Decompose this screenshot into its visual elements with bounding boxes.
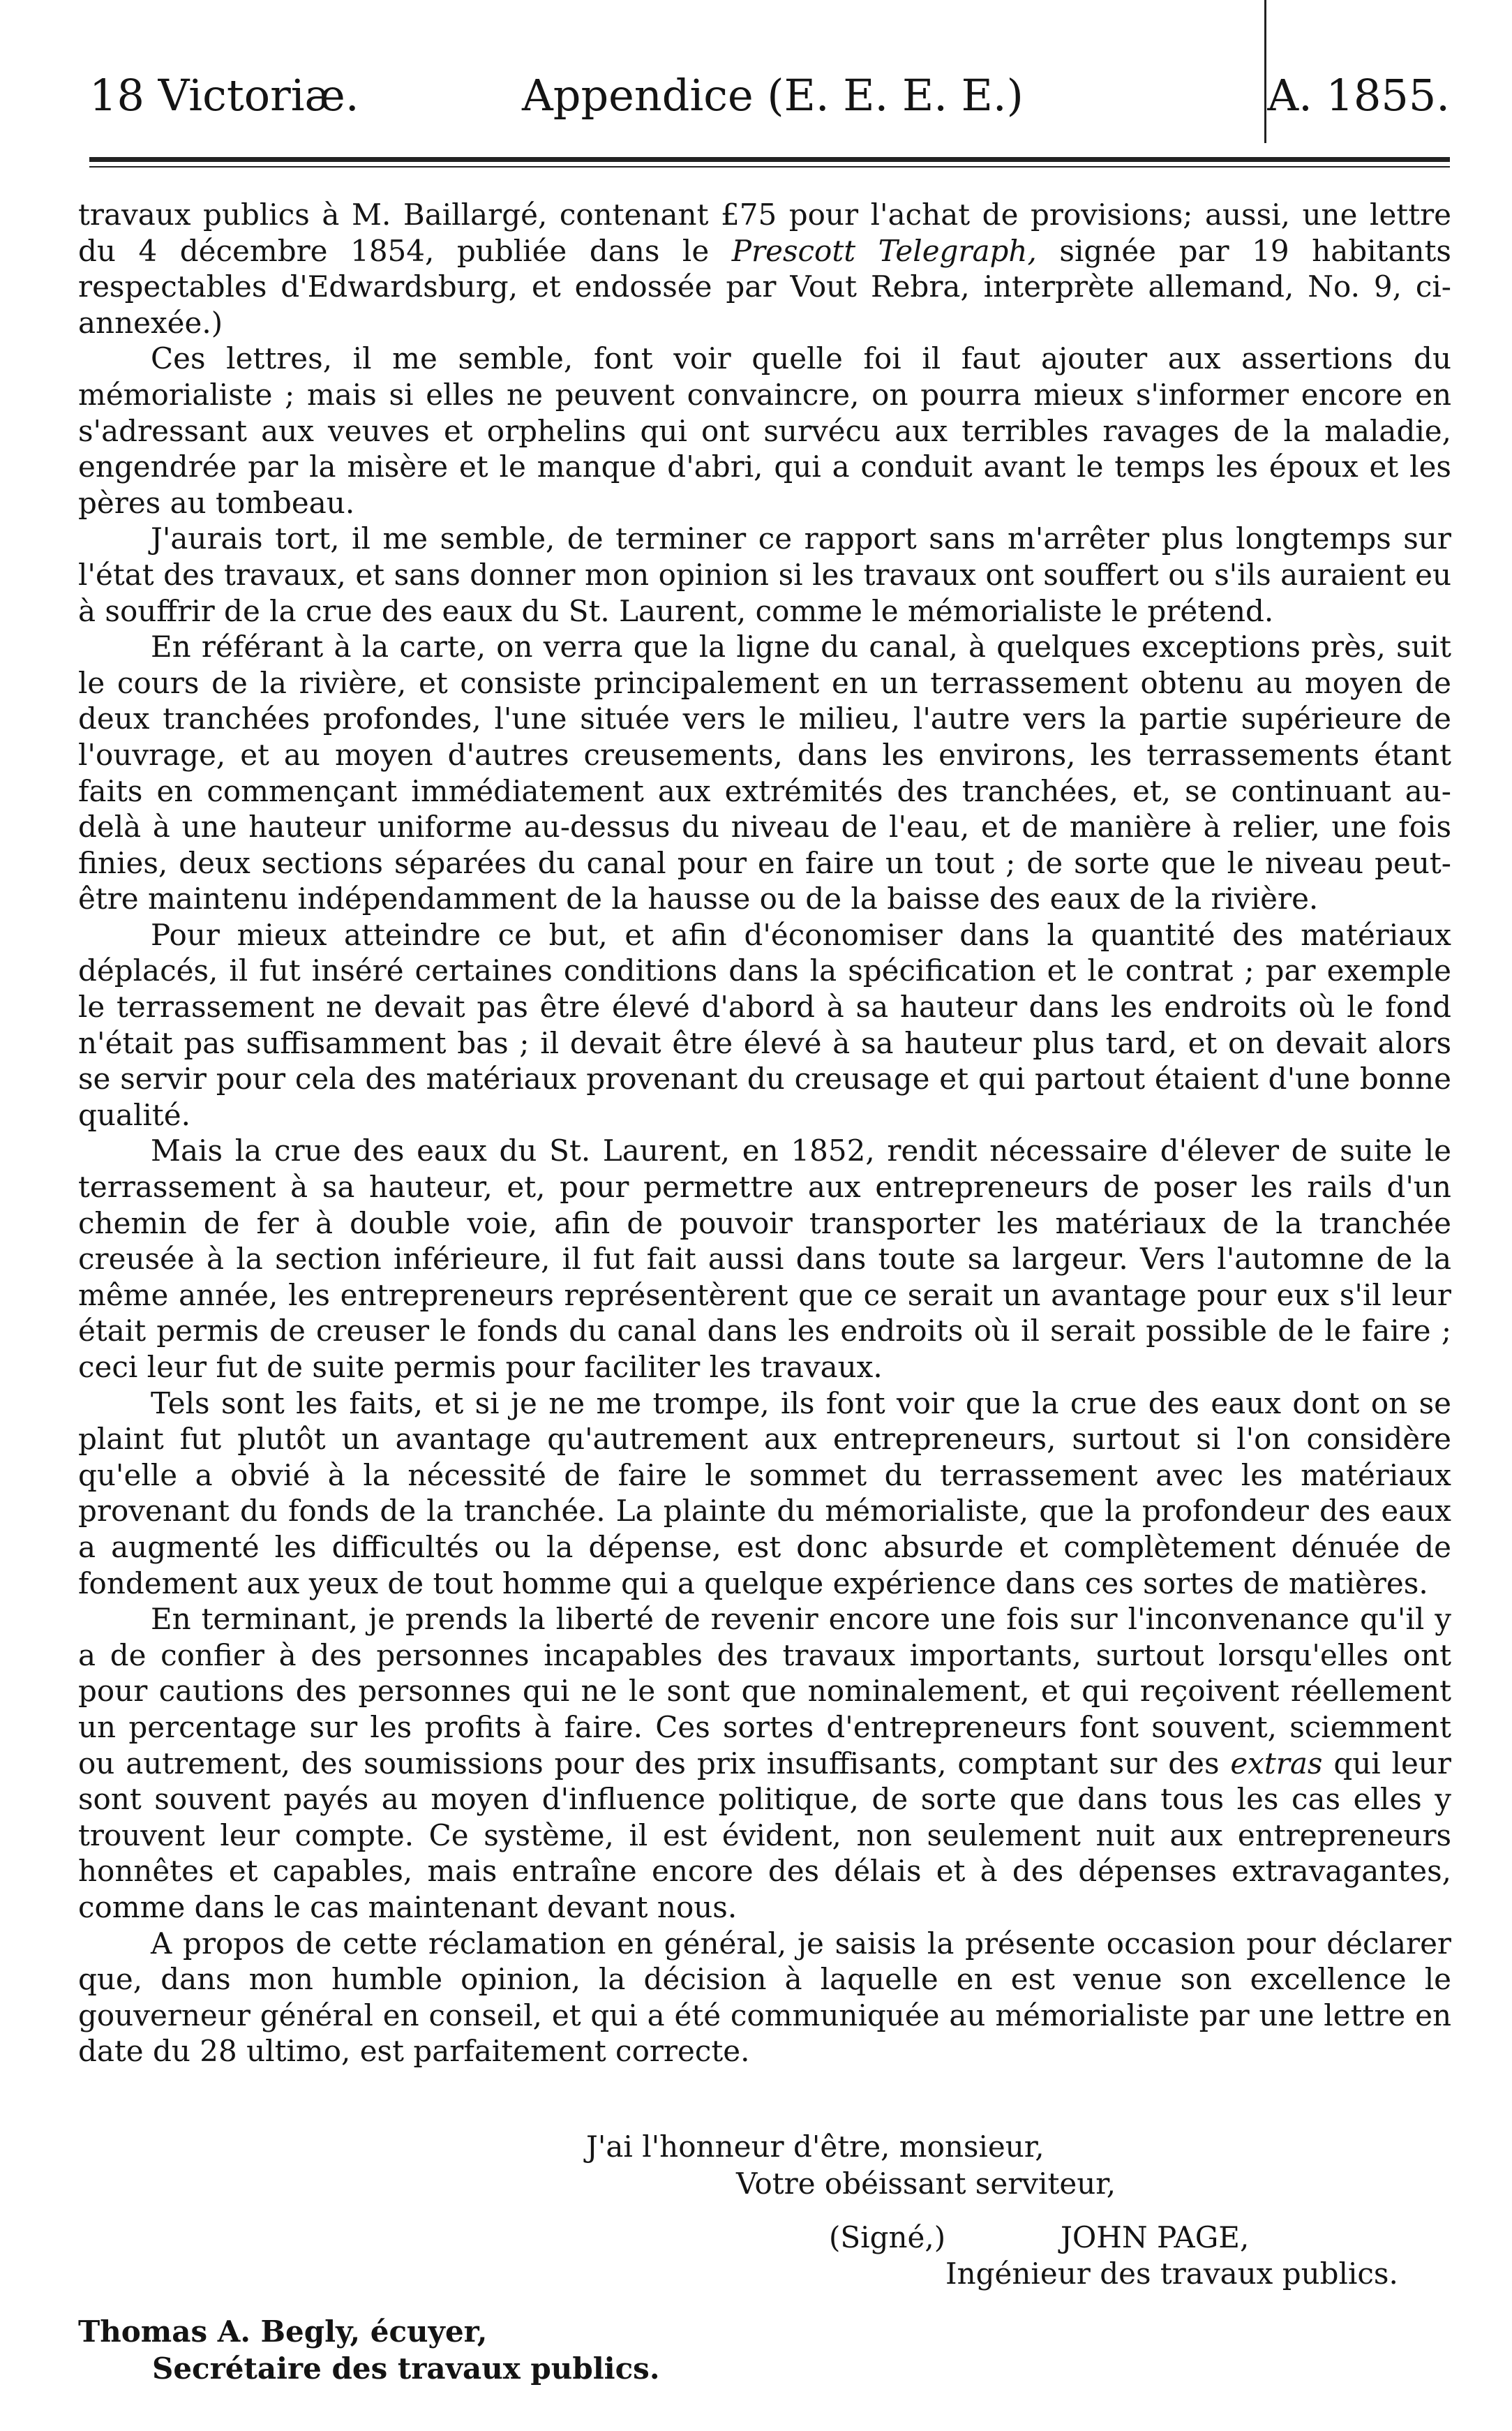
running-header: [89, 64, 1450, 127]
closing-servant: Votre obéissant serviteur,: [736, 2166, 1116, 2201]
paragraph-4: En référant à la carte, on verra que la ligne du canal, à quelques exceptions près, suit le cours de la rivière, et consiste principalement en un terrassement obtenu au moyen de deux tranchées profondes, l'une située vers le milieu, l'autre vers la partie supérieure de l'ouvrage, et au moyen d'autres creusements, dans les environs, les terrassements étant faits en commençant immédiatement aux extrémités des tranchées, et, se continuant au-delà à une hauteur uniforme au-dessus du niveau de l'eau, et de manière à relier, une fois finies, deux sections séparées du canal pour en faire un tout ; de sorte que le niveau peut-être maintenu indépendamment de la hausse ou de la baisse des eaux de la rivière.: [78, 630, 1451, 916]
paragraph-3: J'aurais tort, il me semble, de terminer ce rapport sans m'arrêter plus longtemps sur l'état des travaux, et sans donner mon opinion si les travaux ont souffert ou s'ils auraient eu à souffrir de la crue des eaux du St. Laurent, comme le mémorialiste le prétend.: [78, 521, 1451, 628]
extras-term: extras: [1230, 1746, 1323, 1780]
paragraph-9: A propos de cette réclamation en général, je saisis la présente occasion pour déclarer que, dans mon humble opinion, la décision à laquelle en est venue son excellence le gouverneur général en conseil, et qui a été communiquée au mémorialiste par une lettre en date du 28 ultimo, est parfaitement correcte.: [78, 1926, 1451, 2069]
signatory-title: Ingénieur des travaux publics.: [945, 2257, 1398, 2291]
letter-body: [78, 197, 1451, 2069]
addressee-name: Thomas A. Begly, écuyer,: [78, 2314, 488, 2349]
closing-salutation: J'ai l'honneur d'être, monsieur,: [586, 2129, 1045, 2164]
paragraph-1: travaux publics à M. Baillargé, contenant £75 pour l'achat de provisions; aussi, une lettre du 4 décembre 1854, publiée dans le Prescott Telegraph, signée par 19 habitants respectables d'Edwardsburg, et endossée par Vout Rebra, interprète allemand, No. 9, ci-annexée.): [78, 198, 1451, 340]
signed-marker: (Signé,): [829, 2220, 946, 2254]
paragraph-5: Pour mieux atteindre ce but, et afin d'économiser dans la quantité des matériaux déplacés, il fut inséré certaines conditions dans la spécification et le contrat ; par exemple le terrassement ne devait pas être élevé d'abord à sa hauteur dans les endroits où le fond n'était pas suffisamment bas ; il devait être élevé à sa hauteur plus tard, et on devait alors se servir pour cela des matériaux provenant du creusage et qui partout étaient d'une bonne qualité.: [78, 917, 1451, 1132]
addressee-title: Secrétaire des travaux publics.: [152, 2351, 660, 2386]
signatory-name: JOHN PAGE,: [1061, 2220, 1250, 2254]
paragraph-6: Mais la crue des eaux du St. Laurent, en 1852, rendit nécessaire d'élever de suite le terrassement à sa hauteur, et, pour permettre aux entrepreneurs de poser les rails d'un chemin de fer à double voie, afin de pouvoir transporter les matériaux de la tranchée creusée à la section inférieure, il fut fait aussi dans toute sa largeur. Vers l'automne de la même année, les entrepreneurs représentèrent que ce serait un avantage pour eux s'il leur était permis de creuser le fonds du canal dans les endroits où il serait possible de le faire ; ceci leur fut de suite permis pour faciliter les travaux.: [78, 1133, 1451, 1384]
header-rule-thick: [89, 157, 1450, 162]
paragraph-7: Tels sont les faits, et si je ne me trompe, ils font voir que la crue des eaux dont on se plaint fut plutôt un avantage qu'autrement aux entrepreneurs, surtout si l'on considère qu'elle a obvié à la nécessité de faire le sommet du terrassement avec les matériaux provenant du fonds de la tranchée. La plainte du mémorialiste, que la profondeur des eaux a augmenté les difficultés ou la dépense, est donc absurde et complètement dénuée de fondement aux yeux de tout homme qui a quelque expérience dans ces sortes de matières.: [78, 1385, 1451, 1600]
header-year: A. 1855.: [1267, 70, 1450, 121]
header-appendix-title: Appendice (E. E. E. E.): [522, 70, 1024, 121]
header-rule-thin: [89, 166, 1450, 168]
newspaper-title: Prescott Telegraph,: [731, 233, 1037, 268]
paragraph-8: En terminant, je prends la liberté de revenir encore une fois sur l'inconvenance qu'il y a de confier à des personnes incapables des travaux importants, surtout lorsqu'elles ont pour cautions des personnes qui ne le sont que nominalement, et qui reçoivent réellement un percentage sur les profits à faire. Ces sortes d'entrepreneurs font souvent, sciemment ou autrement, des soumissions pour des prix insuffisants, comptant sur des extras qui leur sont souvent payés au moyen d'influence politique, de sorte que dans tous les cas elles y trouvent leur compte. Ce système, il est évident, non seulement nuit aux entrepreneurs honnêtes et capables, mais entraîne encore des délais et à des dépenses extravagantes, comme dans le cas maintenant devant nous.: [78, 1602, 1451, 1924]
header-vertical-rule: [1264, 0, 1266, 143]
header-regnal-year: 18 Victoriæ.: [89, 70, 359, 121]
paragraph-2: Ces lettres, il me semble, font voir quelle foi il faut ajouter aux assertions du mémorialiste ; mais si elles ne peuvent convaincre, on pourra mieux s'informer encore en s'adressant aux veuves et orphelins qui ont survécu aux terribles ravages de la maladie, engendrée par la misère et le manque d'abri, qui a conduit avant le temps les époux et les pères au tombeau.: [78, 341, 1451, 520]
